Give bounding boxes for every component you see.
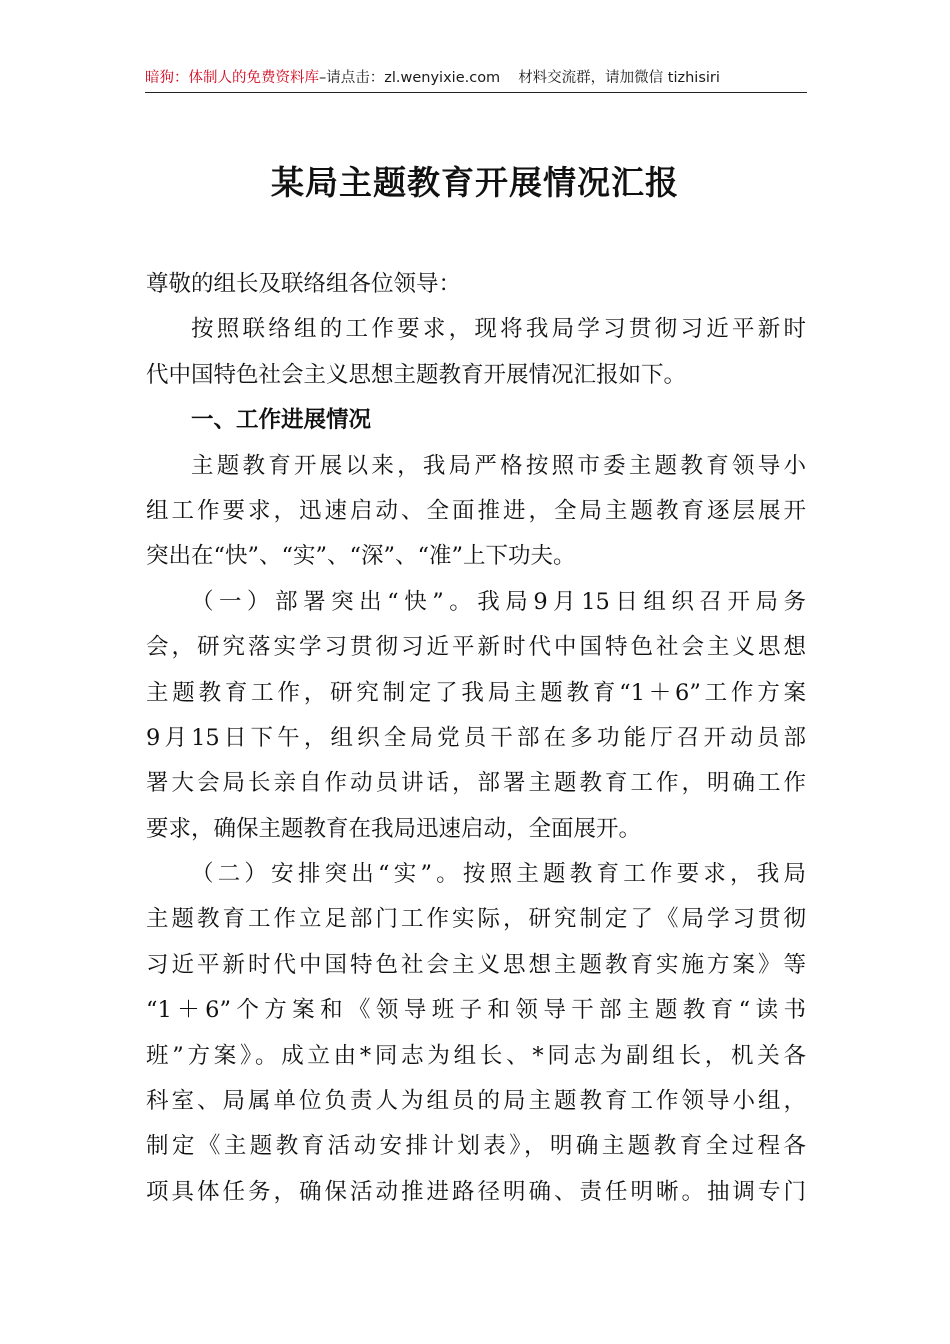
document-body	[146, 262, 806, 1215]
paragraph-line: 主题教育开展以来，我局严格按照市委主题教育领导小	[191, 452, 806, 479]
salutation-line: 尊敬的组长及联络组各位领导：	[146, 271, 462, 297]
header-brand: 暗狗：体制人的免费资料库	[145, 70, 319, 86]
paragraph-line: 按照联络组的工作要求，现将我局学习贯彻习近平新时	[191, 316, 806, 343]
header-url-link[interactable]: zl.wenyixie.com	[384, 70, 501, 86]
paragraph-line: 主题教育工作立足部门工作实际，研究制定了《局学习贯彻	[146, 906, 806, 933]
paragraph-line: 署大会局长亲自作动员讲话，部署主题教育工作，明确工作	[146, 770, 806, 797]
paragraph-line: （一）部署突出“快”。我局9月15日组织召开局务	[191, 588, 806, 615]
paragraph-line: 突出在“快”、“实”、“深”、“准”上下功夫。	[146, 543, 576, 570]
paragraph-line: （二）安排突出“实”。按照主题教育工作要求，我局	[191, 861, 806, 888]
paragraph-line: 习近平新时代中国特色社会主义思想主题教育实施方案》等	[146, 951, 806, 978]
header-wechat-note: 材料交流群，请加微信 tizhisiri	[518, 70, 720, 86]
header-click-prefix: –请点击：	[319, 70, 385, 86]
paragraph-line: 主题教育工作，研究制定了我局主题教育“1＋6”工作方案	[146, 679, 806, 706]
paragraph-line: 代中国特色社会主义思想主题教育开展情况汇报如下。	[146, 361, 687, 388]
paragraph-line: 要求，确保主题教育在我局迅速启动，全面展开。	[146, 815, 642, 842]
paragraph-line: “1＋6”个方案和《领导班子和领导干部主题教育“读书	[146, 997, 806, 1024]
section-heading: 一、工作进展情况	[191, 407, 372, 434]
paragraph-line: 班”方案》。成立由*同志为组长、*同志为副组长，机关各	[146, 1042, 806, 1069]
paragraph-line: 制定《主题教育活动安排计划表》，明确主题教育全过程各	[146, 1133, 806, 1160]
paragraph-line: 科室、局属单位负责人为组员的局主题教育工作领导小组，	[146, 1088, 806, 1115]
header-divider	[145, 92, 807, 93]
document-title: 某局主题教育开展情况汇报	[271, 163, 679, 202]
watermark-header	[145, 68, 807, 88]
paragraph-line: 9月15日下午，组织全局党员干部在多功能厅召开动员部	[146, 724, 806, 751]
paragraph-line: 组工作要求，迅速启动、全面推进，全局主题教育逐层展开	[146, 497, 806, 524]
paragraph-line: 项具体任务，确保活动推进路径明确、责任明晰。抽调专门	[146, 1178, 806, 1205]
paragraph-line: 会，研究落实学习贯彻习近平新时代中国特色社会主义思想	[146, 634, 806, 661]
